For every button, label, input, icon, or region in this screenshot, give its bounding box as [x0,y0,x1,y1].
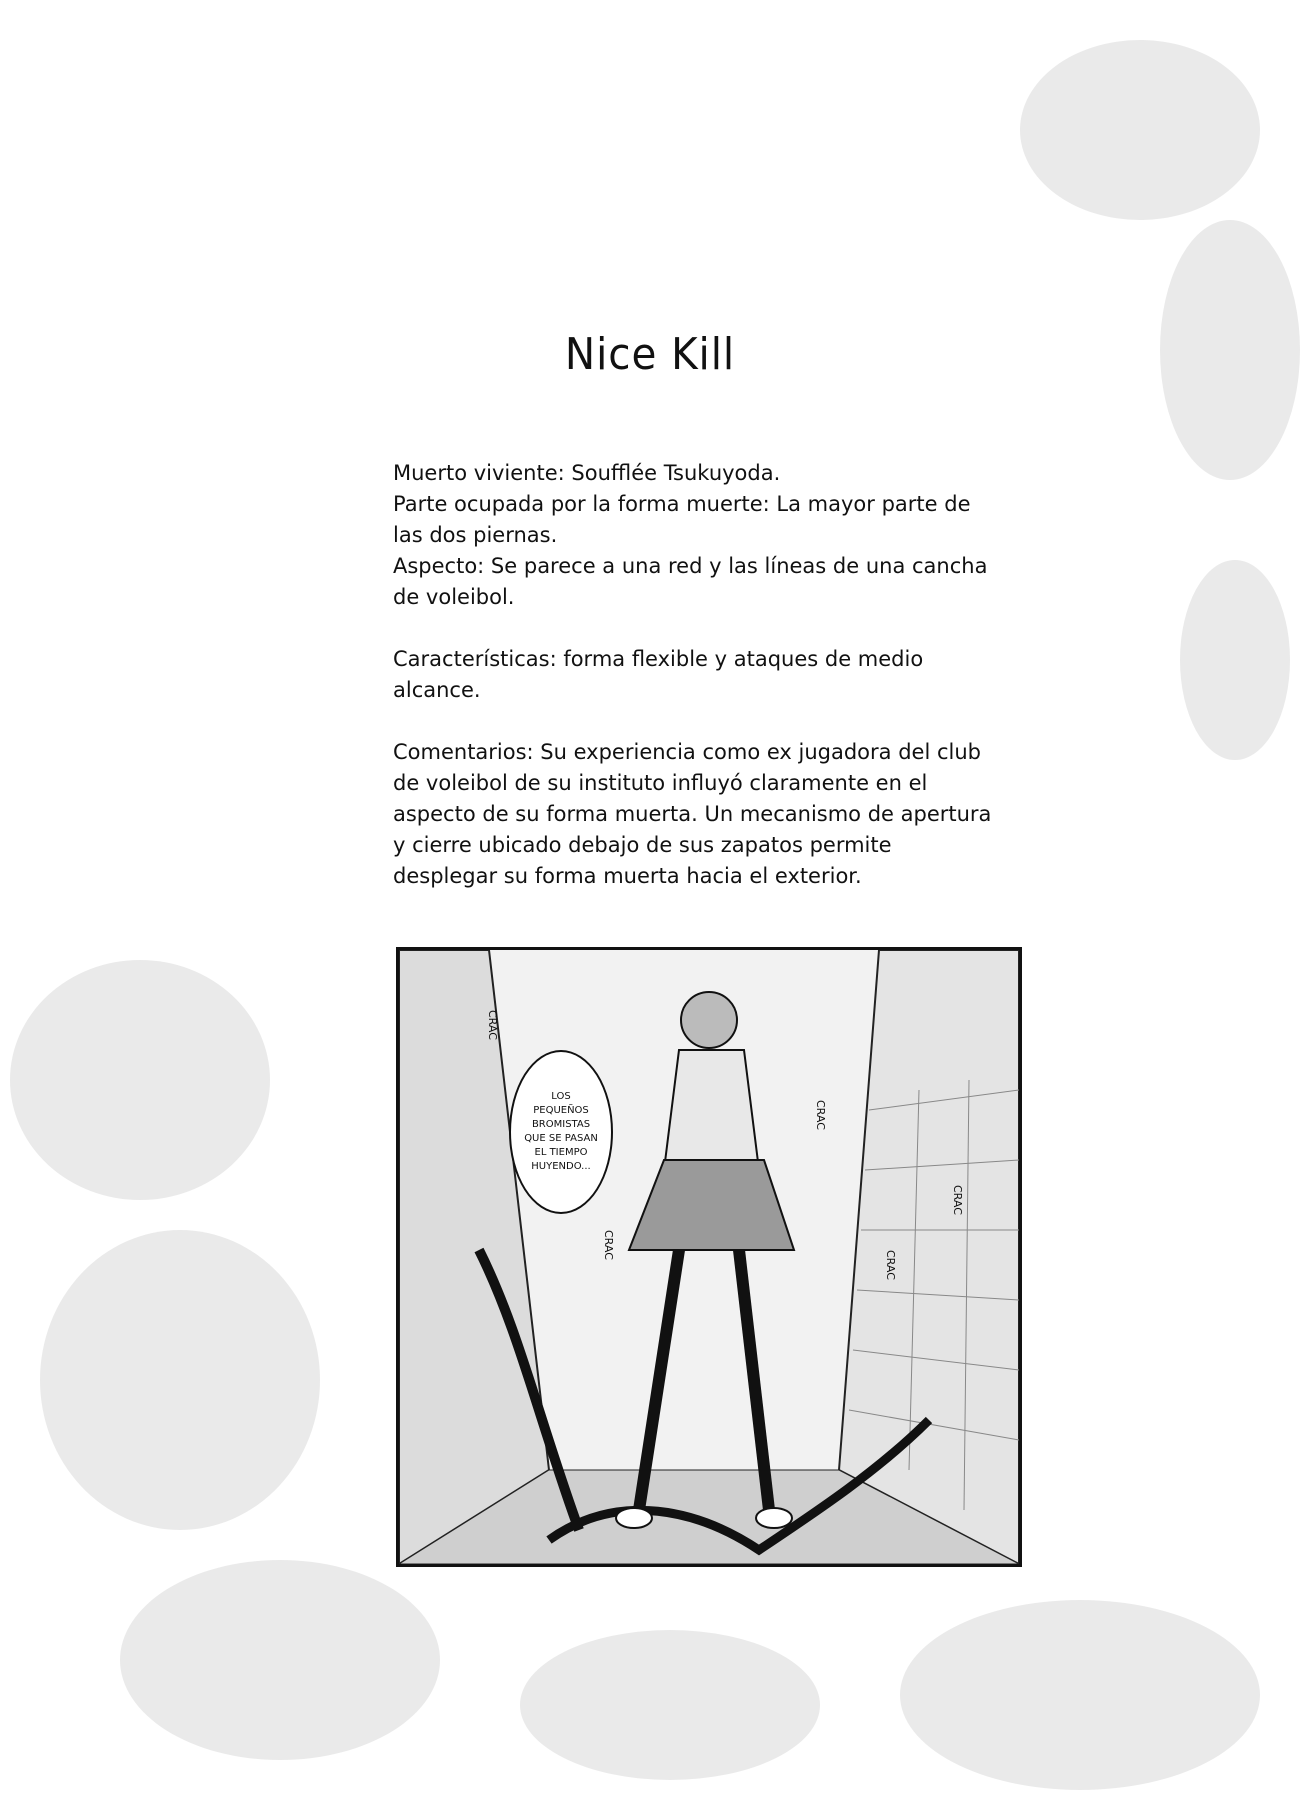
info-comments: Comentarios: Su experiencia como ex jugadora del club de voleibol de su instituto influyó claramente en el aspecto de su forma muerta. Un mecanismo de apertura y cierre ubicado debajo de sus zapatos permite desplegar su forma muerta hacia el exterior. [393,740,992,888]
info-appearance: Aspecto: Se parece a una red y las líneas de una cancha de voleibol. [393,554,988,609]
sfx-crack: CRAC [814,1100,827,1130]
sfx-crack: CRAC [602,1230,615,1260]
info-characteristics: Características: forma flexible y ataques de medio alcance. [393,647,924,702]
speech-bubble [509,1050,613,1214]
panel-illustration [399,950,1019,1564]
sfx-crack: CRAC [486,1010,499,1040]
page-title: Nice Kill [564,329,736,381]
speech-text: LOS PEQUEÑOS BROMISTAS QUE SE PASAN EL TIEMPO HUYENDO... [524,1091,598,1172]
info-undead: Muerto viviente: Soufflée Tsukuyoda. [393,461,781,485]
character-info [393,458,993,923]
info-occupied-part: Parte ocupada por la forma muerte: La mayor parte de las dos piernas. [393,492,971,547]
sfx-crack: CRAC [951,1185,964,1215]
sfx-crack: CRAC [884,1250,897,1280]
manga-panel [396,947,1022,1567]
